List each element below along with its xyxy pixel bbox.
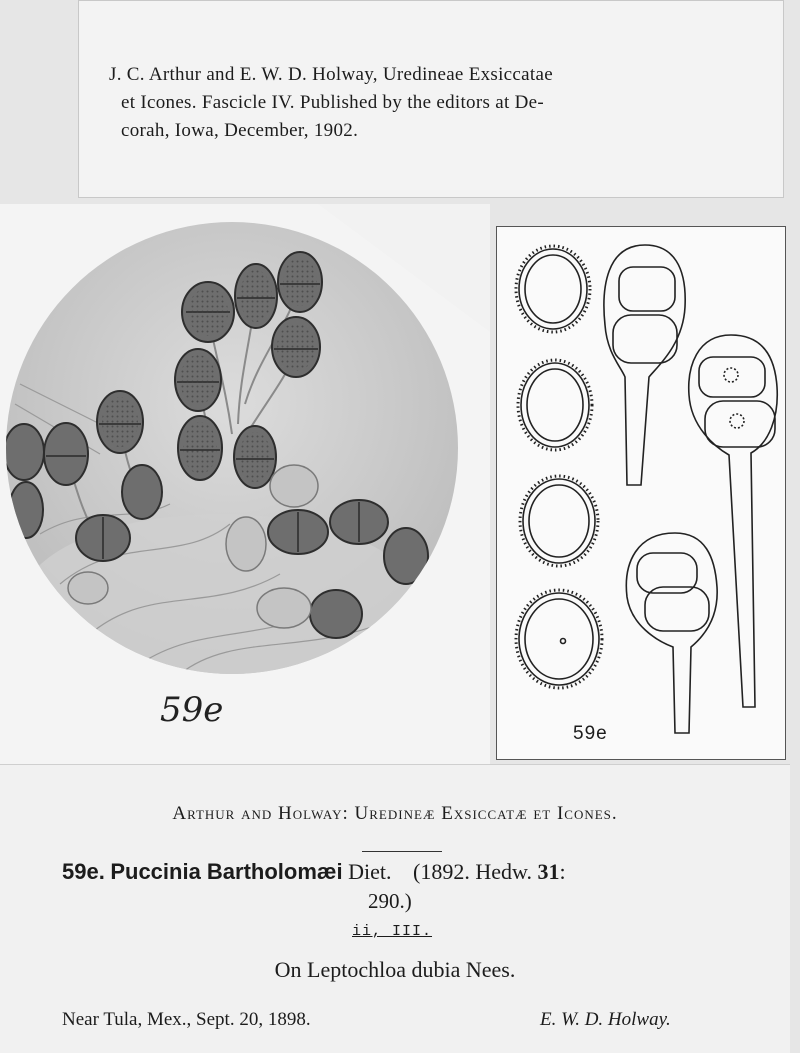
spore-line-drawing: [497, 227, 785, 759]
species-line: [62, 859, 762, 885]
species-name: Puccinia Bartholomæi: [110, 859, 343, 884]
photomicrograph-card: [0, 204, 490, 764]
host-plant: On Leptochloa dubia Nees.: [274, 957, 516, 982]
reference-end: 290.): [368, 889, 412, 913]
teliospore-drawing-2: [689, 335, 777, 707]
divider-rule: [362, 851, 442, 852]
spore-stages: ii, III.: [352, 923, 433, 940]
caption-label: [0, 764, 790, 1053]
reference-volume: 31: [537, 859, 560, 884]
publication-line-1: J. C. Arthur and E. W. D. Holway, Uredineae Exsiccatae: [109, 64, 553, 85]
collector-name: E. W. D. Holway.: [540, 1009, 671, 1030]
publication-line-2: et Icones. Fascicle IV. Published by the editors at De-: [121, 92, 544, 113]
teliospore-drawing-1: [604, 245, 685, 485]
species-authority: Diet.: [348, 859, 392, 884]
figure-label: 59e: [573, 723, 608, 744]
publication-text: [109, 61, 759, 145]
publication-line-3: corah, Iowa, December, 1902.: [121, 120, 359, 141]
urediniospore-drawings: [519, 249, 599, 685]
collection-locality: Near Tula, Mex., Sept. 20, 1898.: [62, 1009, 311, 1030]
spore-drawing-card: [496, 226, 786, 760]
reference-start: (1892. Hedw.: [413, 859, 532, 884]
handwritten-specimen-number: 59e: [160, 690, 224, 730]
publication-label: [78, 0, 784, 198]
specimen-number: 59e.: [62, 859, 105, 884]
reference-colon: :: [559, 859, 566, 884]
caption-header: Arthur and Holway: Uredineæ Exsiccatæ et Icones.: [172, 803, 618, 824]
photomicrograph: [0, 204, 490, 764]
teliospore-drawing-3: [626, 533, 717, 733]
